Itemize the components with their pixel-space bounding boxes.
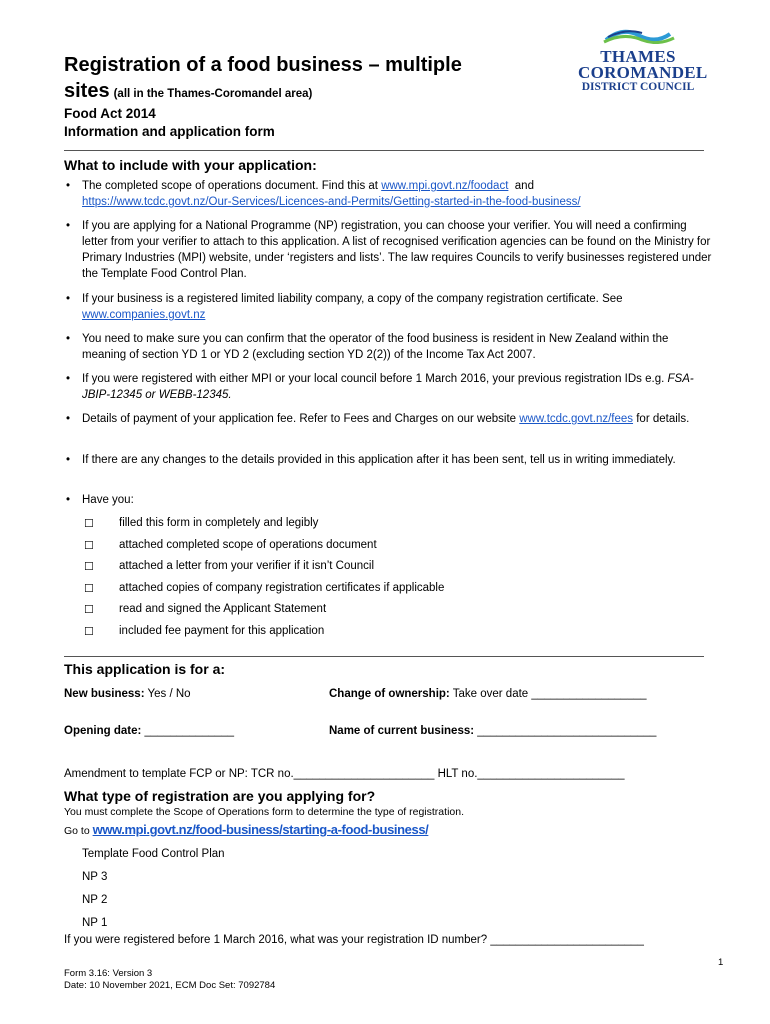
registration-option[interactable]: NP 2 <box>82 894 108 906</box>
checkbox[interactable]: ☐ <box>84 540 94 552</box>
list-item <box>82 371 712 403</box>
change-ownership-field[interactable] <box>329 688 647 700</box>
council-logo <box>578 28 708 94</box>
opening-date-value: ______________ <box>144 725 235 737</box>
change-ownership-label: Change of ownership: <box>329 688 450 700</box>
list-item: Have you: <box>82 494 134 506</box>
current-business-name-value: ____________________________ <box>477 725 657 737</box>
list-item <box>82 178 712 210</box>
form-version: Form 3.16: Version 3 <box>64 968 153 979</box>
page-title-line2 <box>64 80 312 103</box>
wave-logo-icon <box>578 28 698 44</box>
list-item-text: and <box>514 180 534 192</box>
current-business-name-label: Name of current business: <box>329 725 475 737</box>
bullet-icon: • <box>66 333 71 345</box>
list-item-text: The completed scope of operations document. Find this at <box>82 180 378 192</box>
take-over-date-value: Take over date __________________ <box>452 688 647 700</box>
logo-line3: DISTRICT COUNCIL <box>581 81 695 93</box>
companies-link[interactable]: www.companies.govt.nz <box>82 309 206 321</box>
bullet-icon: • <box>66 413 71 425</box>
checklist-label: read and signed the Applicant Statement <box>119 603 327 615</box>
application-heading: This application is for a: <box>64 661 226 677</box>
title-sites: sites <box>64 80 110 102</box>
mpi-foodact-link[interactable]: www.mpi.govt.nz/foodact <box>381 180 509 192</box>
logo-line2: COROMANDEL <box>578 63 708 82</box>
opening-date-label: Opening date: <box>64 725 142 737</box>
new-business-value: Yes / No <box>147 688 191 700</box>
tcdc-food-business-link[interactable]: https://www.tcdc.govt.nz/Our-Services/Licences-and-Permits/Getting-started-in-the-food-business/ <box>82 196 581 208</box>
act-title: Food Act 2014 <box>64 106 156 121</box>
list-item-text: If you were registered with either MPI or your local council before 1 March 2016, your previous registration IDs e.g. <box>82 373 665 385</box>
new-business-field[interactable] <box>64 688 191 700</box>
checklist-label: attached copies of company registration certificates if applicable <box>119 582 445 594</box>
list-item <box>82 411 712 427</box>
registration-type-note: You must complete the Scope of Operations form to determine the type of registration. <box>64 806 464 818</box>
list-item: If there are any changes to the details provided in this application after it has been sent, tell us in writing immediately. <box>82 454 676 466</box>
list-item-text: Details of payment of your application fee. Refer to Fees and Charges on our website <box>82 413 517 425</box>
form-type: Information and application form <box>64 124 275 139</box>
checkbox[interactable]: ☐ <box>84 583 94 595</box>
registration-option[interactable]: NP 3 <box>82 871 108 883</box>
fees-link[interactable]: www.tcdc.govt.nz/fees <box>519 413 634 425</box>
document-date: Date: 10 November 2021, ECM Doc Set: 7092784 <box>64 980 276 991</box>
registration-id-example: FSA-JBIP-12345 or WEBB-12345. <box>82 373 694 401</box>
mpi-food-business-link[interactable]: www.mpi.govt.nz/food-business/starting-a-food-business/ <box>92 822 429 837</box>
include-heading: What to include with your application: <box>64 157 317 173</box>
page-number: 1 <box>718 957 724 968</box>
title-note: (all in the Thames-Coromandel area) <box>113 88 313 100</box>
prior-registration-id-field[interactable]: If you were registered before 1 March 2016, what was your registration ID number? ________________________ <box>64 934 644 946</box>
checkbox[interactable]: ☐ <box>84 561 94 573</box>
bullet-icon: • <box>66 293 71 305</box>
bullet-icon: • <box>66 180 71 192</box>
list-item <box>82 291 712 323</box>
page-title: Registration of a food business – multiple <box>64 54 462 76</box>
goto-label: Go to <box>64 825 90 837</box>
goto-line <box>64 822 428 837</box>
opening-date-field[interactable] <box>64 725 234 737</box>
checkbox[interactable]: ☐ <box>84 626 94 638</box>
checklist-label: included fee payment for this application <box>119 625 325 637</box>
divider <box>64 656 704 657</box>
list-item: If you are applying for a National Programme (NP) registration, you can choose your verifier. You will need a confirming letter from your verifier to attach to this application. A list of recognised verification agencies can be found on the Ministry for Primary Industries (MPI) website, under ‘registers and lists’. The law requires Councils to verify businesses registered under the Template Food Control Plan. <box>82 220 712 280</box>
checklist-label: attached completed scope of operations document <box>119 539 377 551</box>
registration-option[interactable]: NP 1 <box>82 917 108 929</box>
bullet-icon: • <box>66 373 71 385</box>
new-business-label: New business: <box>64 688 145 700</box>
checkbox[interactable]: ☐ <box>84 518 94 530</box>
bullet-icon: • <box>66 220 71 232</box>
list-item: You need to make sure you can confirm that the operator of the food business is resident in New Zealand within the meaning of section YD 1 or YD 2 (excluding section YD 2(2)) of the Income Tax Act 2007. <box>82 333 669 361</box>
current-business-name-field[interactable] <box>329 725 656 737</box>
divider <box>64 150 704 151</box>
list-item-text: for details. <box>636 413 690 425</box>
registration-option[interactable]: Template Food Control Plan <box>82 848 225 860</box>
bullet-icon: • <box>66 454 71 466</box>
list-item-text: If your business is a registered limited liability company, a copy of the company registration certificate. See <box>82 293 623 305</box>
checkbox[interactable]: ☐ <box>84 604 94 616</box>
registration-type-heading: What type of registration are you applying for? <box>64 788 376 804</box>
bullet-icon: • <box>66 494 71 506</box>
logo-line1: THAMES <box>600 47 676 66</box>
amendment-field[interactable]: Amendment to template FCP or NP: TCR no.______________________ HLT no._______________________ <box>64 768 625 780</box>
checklist-label: filled this form in completely and legibly <box>119 517 319 529</box>
checklist-label: attached a letter from your verifier if it isn’t Council <box>119 560 375 572</box>
